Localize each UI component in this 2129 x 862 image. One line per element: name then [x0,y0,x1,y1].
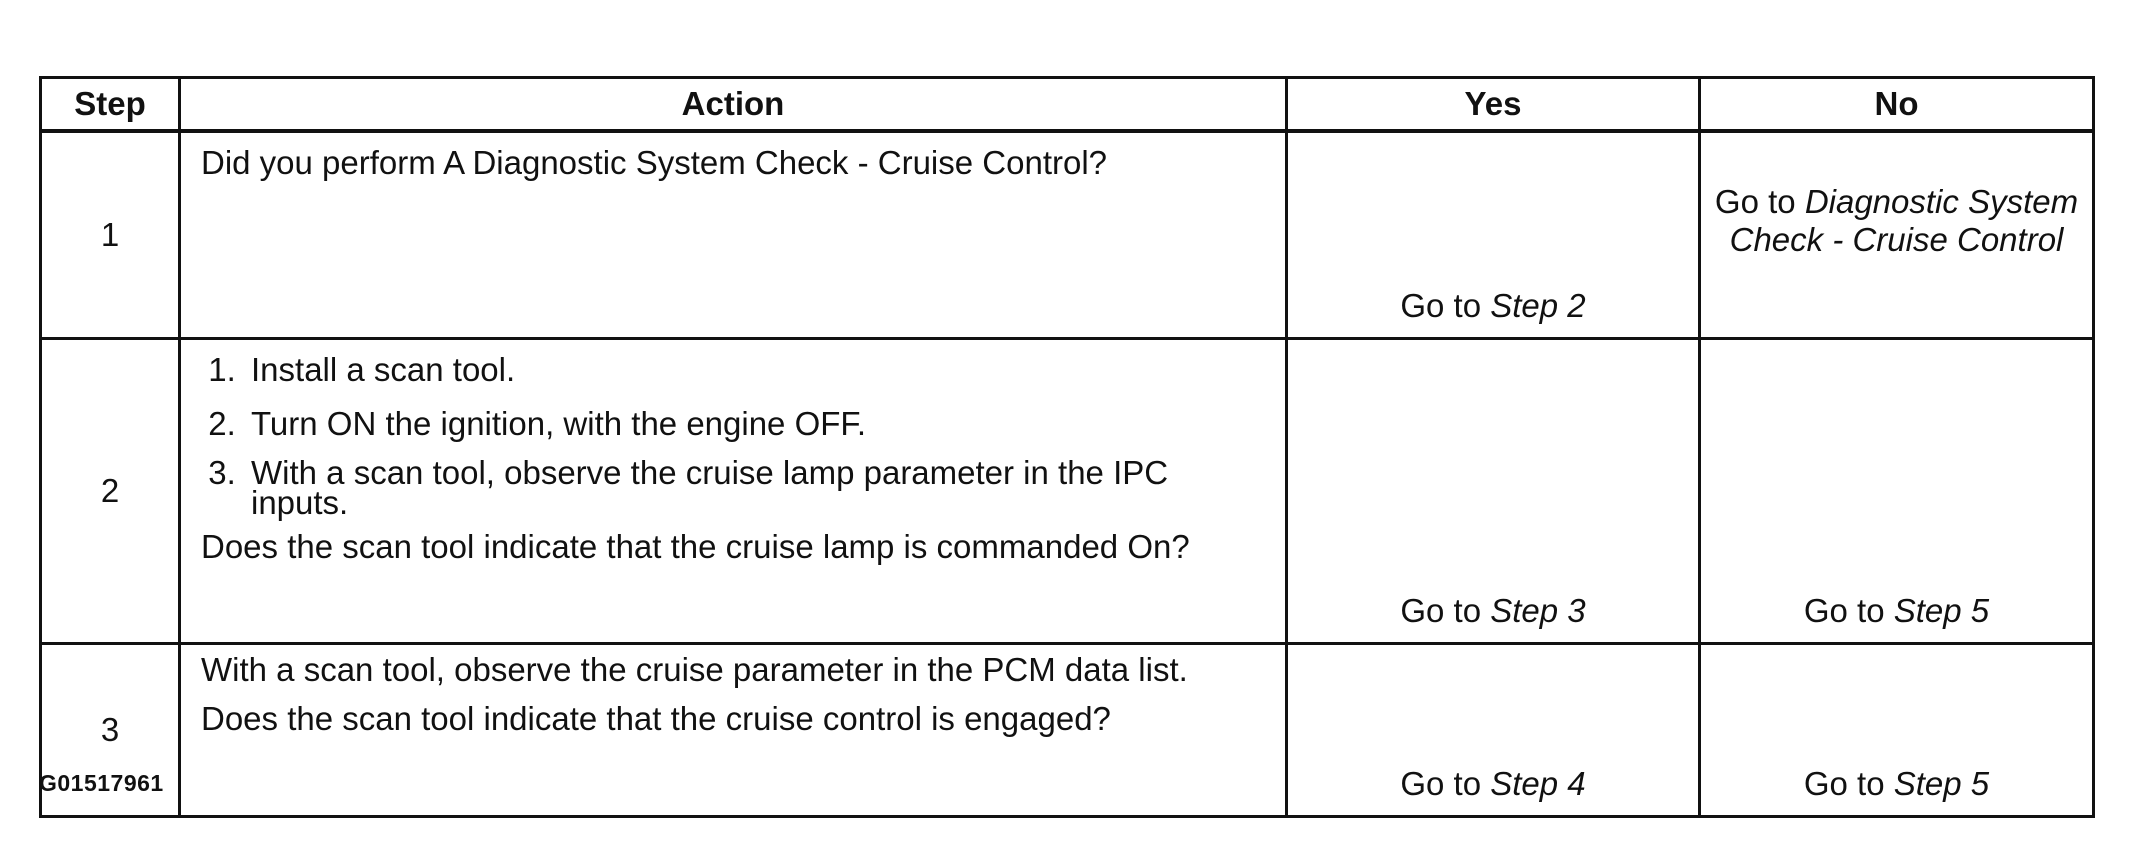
no-cell [1700,131,2094,339]
list-item: 2. Turn ON the ignition, with the engine OFF. [245,404,1265,444]
action-question: Does the scan tool indicate that the cruise lamp is commanded On? [201,528,1190,565]
action-steps-list [201,350,1265,521]
action-text: With a scan tool, observe the cruise parameter in the PCM data list. [201,651,1188,688]
no-prefix: Go to [1714,183,1805,220]
table-row [41,339,2094,644]
diagnostic-table [39,76,2095,818]
yes-cell [1287,131,1700,339]
action-text: Did you perform A Diagnostic System Check - Cruise Control? [201,144,1108,181]
yes-prefix: Go to [1400,287,1491,324]
header-step: Step [41,78,180,132]
action-cell [180,644,1287,817]
no-step-ref: Step 5 [1893,765,1990,802]
no-prefix: Go to [1803,765,1894,802]
no-cell [1700,339,2094,644]
yes-step-ref: Step 2 [1490,287,1586,324]
table-header-row [41,78,2094,132]
header-action: Action [180,78,1287,132]
table-row [41,644,2094,817]
no-cell [1700,644,2094,817]
yes-step-ref: Step 4 [1490,765,1586,802]
yes-prefix: Go to [1400,765,1491,802]
action-question: Does the scan tool indicate that the cruise control is engaged? [201,700,1111,737]
table-row [41,131,2094,339]
action-cell [180,131,1287,339]
yes-cell [1287,339,1700,644]
figure-id: G01517961 [39,770,164,796]
header-yes: Yes [1287,78,1700,132]
no-step-ref: Diagnostic System Check - Cruise Control [1729,183,2079,258]
yes-cell [1287,644,1700,817]
step-number: 1 [41,131,180,339]
action-cell [180,339,1287,644]
yes-prefix: Go to [1400,592,1491,629]
no-prefix: Go to [1803,592,1894,629]
no-step-ref: Step 5 [1893,592,1990,629]
list-item: 3. With a scan tool, observe the cruise lamp parameter in the IPC inputs. [245,458,1265,518]
header-no: No [1700,78,2094,132]
step-number: 2 [41,339,180,644]
list-item: 1. Install a scan tool. [245,350,1265,390]
step-number: 3 [41,644,180,817]
yes-step-ref: Step 3 [1490,592,1586,629]
